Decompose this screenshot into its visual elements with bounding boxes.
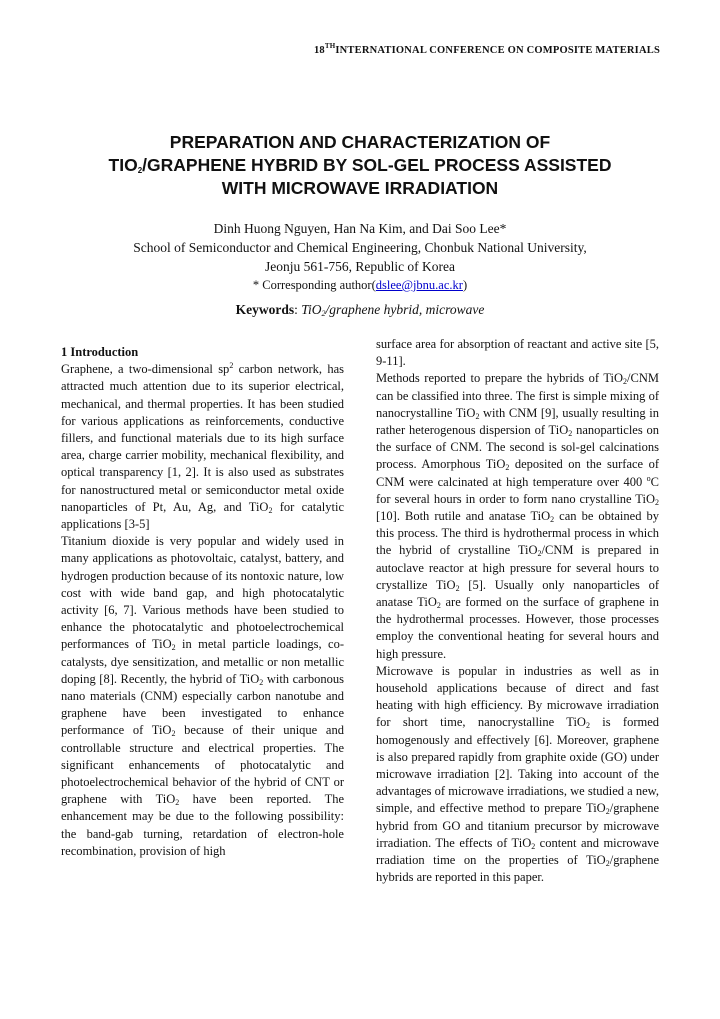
paragraph-graphene: Graphene, a two-dimensional $sp^2$ carbon network, has attracted much attention due to its superior electrical, mechanical, and thermal properties. It has been studied for various applications as reinforcements, conductive fillers, and functional materials due to its high surface area, charge carrier mobility, mechanical flexibility, and optical transparency [1, 2]. It is also used as substrates for nanostructured metal or semiconductor metal oxide nanoparticles of Pt, Au, Ag, and TiO$_2$ for catalytic applications [3-5] xyxy=(61,361,344,532)
section-heading-introduction: 1 Introduction xyxy=(61,345,139,359)
author-names: Dinh Huong Nguyen, Han Na Kim, and Dai Soo Lee* xyxy=(213,221,507,236)
paragraph-methods: Methods reported to prepare the hybrids of TiO$_2$/CNM can be classified into three. The first is simple mixing of nanocrystalline TiO$_2$ with CNM [9], usually resulting in rather heterogenous dispersion of TiO$_2$ nanoparticles on the surface of CNM. The second is sol-gel calcinations process. Amorphous TiO$_2$ deposited on the surface of CNM were calcinated at high temperature over 400 $^o$C for several hours in order to form nano crystalline TiO$_2$ [10]. Both rutile and anatase TiO$_2$ can be obtained by this process. The third is hydrothermal process in which the hybrid of crystalline TiO$_2$/CNM is prepared in autoclave reactor at high pressure for several hours to crystallize TiO$_2$ [5]. Usually only nanoparticles of anatase TiO$_2$ are formed on the surface of graphene in the hydrothermal processes. However, those processes employ the conventional heating for several hours and high pressure. xyxy=(376,371,660,661)
keywords-value: TiO$_2$/graphene hybrid, microwave xyxy=(301,302,485,318)
running-header xyxy=(0,40,720,58)
paragraph-continuation: surface area for absorption of reactant and active site [5, 9-11]. xyxy=(376,337,659,369)
title-line-2: $TIO_2$/GRAPHENE HYBRID BY SOL-GEL PROCESS ASSISTED xyxy=(108,155,612,175)
keywords-label: Keywords xyxy=(235,302,295,317)
conference-name: 18THINTERNATIONAL CONFERENCE ON COMPOSITE MATERIALS xyxy=(313,42,660,56)
author-block xyxy=(40,219,680,295)
right-column xyxy=(376,336,659,887)
affiliation-line-2: Jeonju 561-756, Republic of Korea xyxy=(264,259,456,274)
title-line-1: PREPARATION AND CHARACTERIZATION OF xyxy=(169,132,551,152)
keywords-line: Keywords: TiO$_2$/graphene hybrid, microwave xyxy=(235,302,485,318)
affiliation-line-1: School of Semiconductor and Chemical Engineering, Chonbuk National University, xyxy=(133,240,587,255)
left-column xyxy=(61,344,344,860)
corresponding-author: * Corresponding author(dslee@jbnu.ac.kr) xyxy=(252,278,468,292)
paper-title xyxy=(40,131,680,200)
email-link[interactable]: dslee@jbnu.ac.kr xyxy=(375,278,463,292)
title-line-3: WITH MICROWAVE IRRADIATION xyxy=(221,178,499,198)
paragraph-microwave: Microwave is popular in industries as well as in household applications because of direct and fast heating with high efficiency. By microwave irradiation for short time, nanocrystalline TiO$_2$ is formed homogenously and effectively [6]. Moreover, graphene is also prepared rapidly from graphite oxide (GO) under microwave irradiation [2]. Taking into account of the advantages of microwave irradiations, we studied a new, simple, and effective method to prepare TiO$_2$/graphene hybrid from GO and titanium precursor by microwave irradiation. The effects of TiO$_2$ content and microwave rradiation time on the properties of TiO$_2$/graphene hybrids are reported in this paper. xyxy=(376,663,660,885)
paragraph-titanium-dioxide: Titanium dioxide is very popular and widely used in many applications as photovoltaic, catalyst, battery, and hydrogen production because of its nontoxic nature, low cost with wide band gap, and high photocatalytic activity [6, 7]. Various methods have been studied to enhance the photocatalytic and photoelectrochemical performances of TiO$_2$ in metal particle loadings, co-catalysts, dye sensitization, and metallic or non metallic doping [8]. Recently, the hybrid of TiO$_2$ with carbonous nano materials (CNM) especially carbon nanotube and graphene have been investigated to enhance performance of TiO$_2$ because of their unique and controllable structure and electrical properties. The significant enhancements of photocatalytic and photoelectrochemical behavior of the hybrid of CNT or graphene with TiO$_2$ have been reported. The enhancement may be due to the following possibility: the band-gab turning, retardation of electron-hole recombination, provision of high xyxy=(61,534,345,858)
